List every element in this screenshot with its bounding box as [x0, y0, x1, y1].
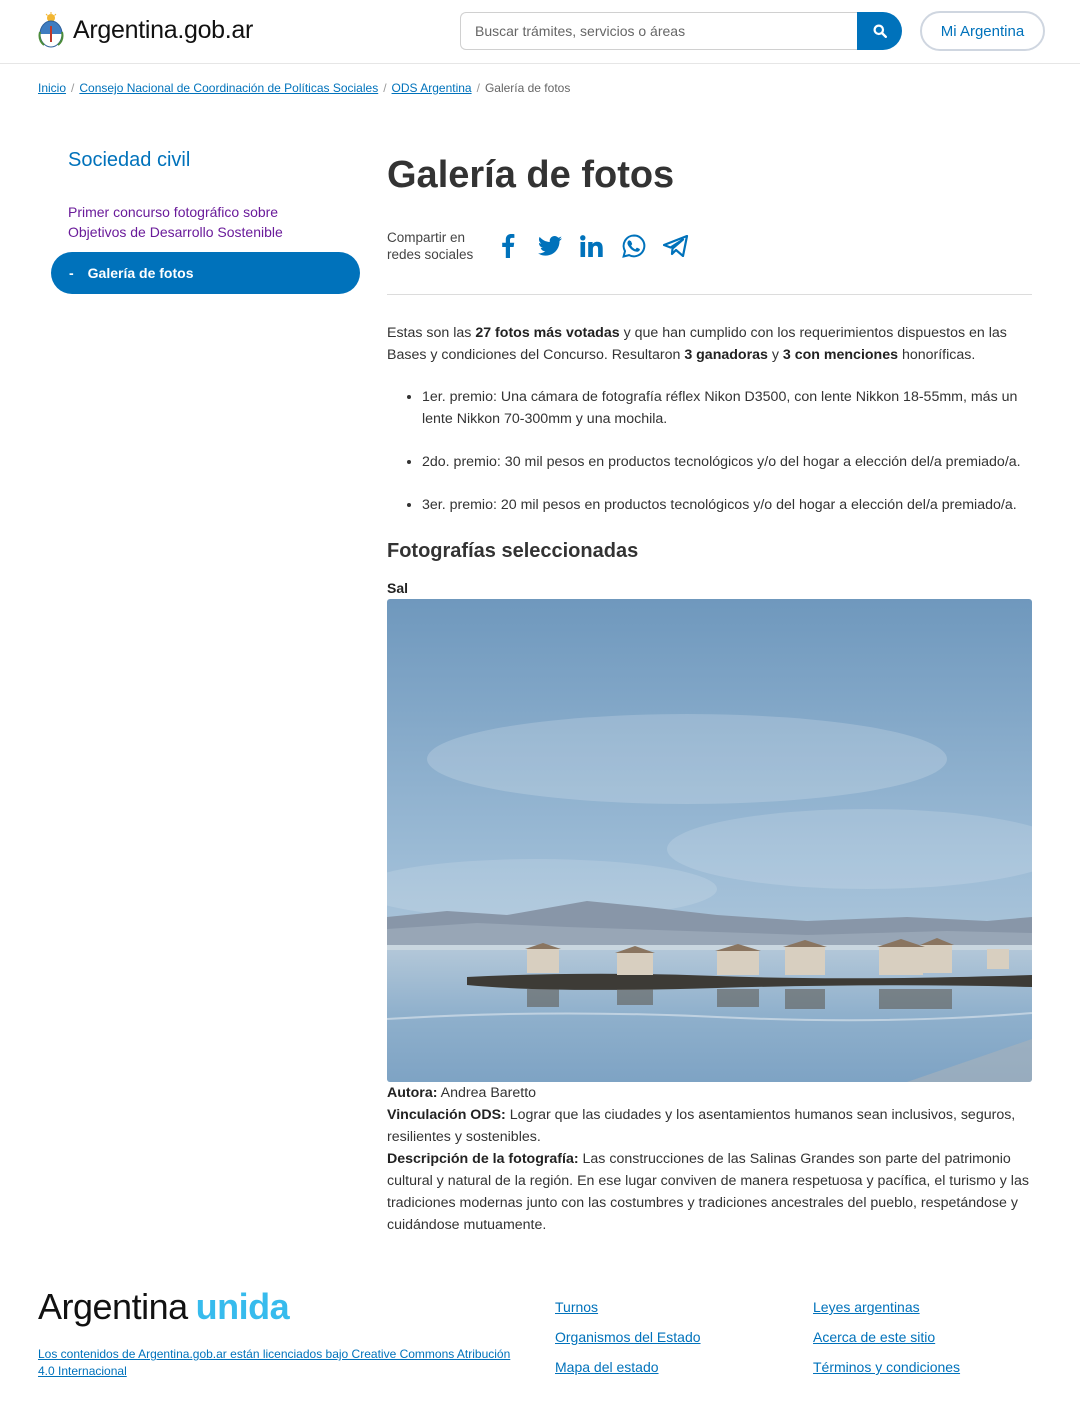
breadcrumb-separator: /	[476, 81, 480, 95]
breadcrumb-separator: /	[71, 81, 75, 95]
license-link[interactable]: Los contenidos de Argentina.gob.ar están licenciados bajo Creative Commons Atribución 4.0 Internacional	[38, 1347, 511, 1378]
mi-argentina-button[interactable]: Mi Argentina	[920, 11, 1045, 51]
footer-brand: Argentina unida	[38, 1286, 290, 1327]
footer-link-mapa[interactable]: Mapa del estado	[555, 1359, 659, 1375]
share-icons	[487, 230, 697, 262]
breadcrumb-link-ods[interactable]: ODS Argentina	[391, 81, 472, 95]
photo-details	[387, 1082, 1032, 1236]
footer-link-organismos[interactable]: Organismos del Estado	[555, 1329, 701, 1345]
page-title: Galería de fotos	[387, 154, 675, 196]
sidebar-item-galeria-active[interactable]	[51, 252, 360, 294]
linkedin-icon[interactable]	[571, 230, 613, 262]
breadcrumb-link-inicio[interactable]: Inicio	[38, 81, 67, 95]
breadcrumb	[38, 81, 570, 95]
share-bar	[387, 226, 1032, 266]
site-header	[0, 0, 1080, 64]
whatsapp-icon[interactable]	[613, 230, 655, 262]
search-button[interactable]	[857, 12, 902, 50]
footer-link-turnos[interactable]: Turnos	[555, 1299, 599, 1315]
breadcrumb-separator: /	[383, 81, 387, 95]
footer-links-col-2	[813, 1297, 960, 1387]
sidebar-item-label: Galería de fotos	[87, 265, 194, 281]
intro-paragraph: Estas son las 27 fotos más votadas y que han cumplido con los requerimientos dispuestos en las Bases y condiciones del Concurso. Resultaron 3 ganadoras y 3 con menciones honoríficas.	[387, 325, 1007, 363]
search-bar	[460, 12, 902, 50]
search-input[interactable]	[460, 12, 857, 50]
facebook-icon[interactable]	[487, 230, 529, 262]
footer-links-col-1	[555, 1297, 701, 1387]
breadcrumb-current: Galería de fotos	[484, 81, 571, 95]
breadcrumb-link-consejo[interactable]: Consejo Nacional de Coordinación de Políticas Sociales	[79, 81, 379, 95]
footer-link-terminos[interactable]: Términos y condiciones	[813, 1359, 961, 1375]
site-name: Argentina.gob.ar	[73, 15, 254, 44]
telegram-icon[interactable]	[655, 230, 697, 262]
sidebar-item-concurso[interactable]: Primer concurso fotográfico sobre Objetivos de Desarrollo Sostenible	[68, 204, 283, 240]
photo-description: Descripción de la fotografía: Las construcciones de las Salinas Grandes son parte del patrimonio cultural y natural de la región. En ese lugar conviven de manera respetuosa y pacífica, el turismo y las tradiciones modernas junto con las costumbres y tradiciones ancestrales del pueblo, respetándose y cuidándose mutuamente.	[387, 1151, 1029, 1233]
twitter-icon[interactable]	[529, 230, 571, 262]
salinas-grandes-photo	[387, 599, 1032, 1082]
prize-list	[387, 386, 1032, 516]
site-logo-link[interactable]	[38, 12, 253, 48]
photo-title: Sal	[387, 580, 409, 596]
list-item: • 3er. premio: 20 mil pesos en productos tecnológicos y/o del hogar a elección del/a premiado/a.	[422, 494, 1032, 516]
sidebar-title: Sociedad civil	[68, 149, 191, 171]
photo-ods: Vinculación ODS: Lograr que las ciudades y los asentamientos humanos sean inclusivos, seguros, resilientes y sostenibles.	[387, 1107, 1016, 1145]
argentina-seal-icon	[38, 12, 64, 48]
photo-author: Autora: Andrea Baretto	[387, 1085, 537, 1101]
list-item: • 1er. premio: Una cámara de fotografía réflex Nikon D3500, con lente Nikkon 18-55mm, más un lente Nikkon 70-300mm y una mochila.	[422, 386, 1032, 430]
content-divider	[387, 294, 1032, 295]
footer-link-acerca[interactable]: Acerca de este sitio	[813, 1329, 936, 1345]
share-label: Compartir en redes sociales	[387, 230, 474, 262]
list-item: • 2do. premio: 30 mil pesos en productos tecnológicos y/o del hogar a elección del/a premiado/a.	[422, 451, 1032, 473]
search-icon	[873, 24, 887, 38]
footer-link-leyes[interactable]: Leyes argentinas	[813, 1299, 920, 1315]
section-title: Fotografías seleccionadas	[387, 540, 639, 562]
main-content	[387, 150, 1032, 1236]
sidebar-item-dash: -	[69, 265, 74, 281]
